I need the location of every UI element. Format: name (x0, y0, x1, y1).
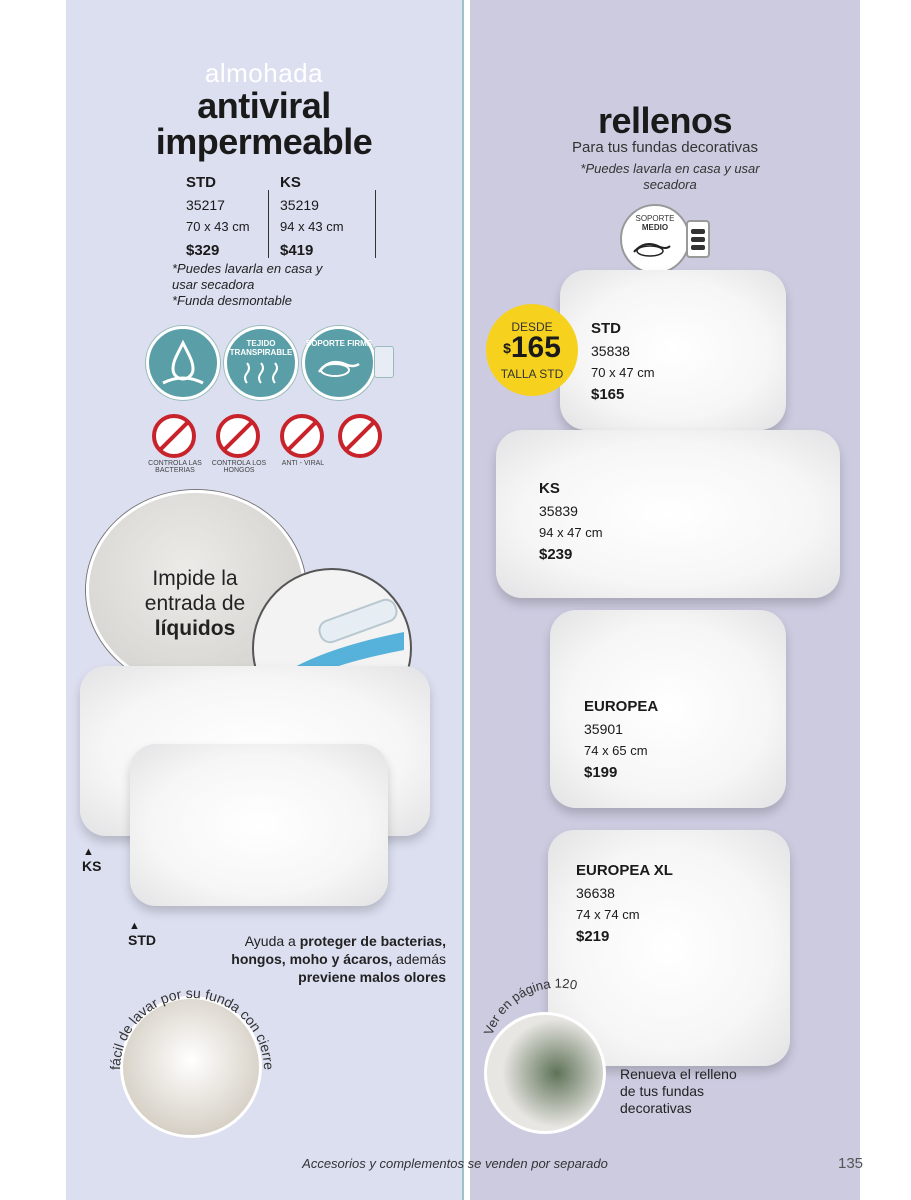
footer-disclaimer: Accesorios y complementos se venden por separado (302, 1156, 608, 1171)
pillow-ks-label: ▲ KS (82, 846, 102, 874)
svg-text:Ver en página 120: Ver en página 120 (480, 975, 579, 1038)
soporte-caption: SOPORTE (635, 214, 675, 223)
ver-pagina-arc (474, 972, 634, 1132)
help-bold: previene malos olores (298, 969, 446, 985)
relleno-europea-spec (584, 696, 658, 784)
relleno-ks-spec (539, 478, 603, 566)
liquid-line: líquidos (154, 617, 236, 640)
icon-caption: TEJIDO TRANSPIRABLE (229, 339, 293, 357)
size-dims: 70 x 43 cm (186, 219, 250, 234)
product-title-line2: impermeable (155, 121, 373, 162)
help-mid: además (392, 951, 446, 967)
liquid-line: entrada de (144, 592, 246, 615)
size-price: $419 (280, 242, 314, 259)
product-label: STD (591, 320, 621, 337)
fungus-icon (216, 414, 260, 458)
product-dims: 94 x 47 cm (539, 525, 603, 540)
ks-text: KS (82, 858, 102, 874)
help-prefix: Ayuda a (244, 933, 300, 949)
product-dims: 74 x 65 cm (584, 743, 648, 758)
relleno-std-spec (591, 318, 655, 406)
product-code: 35839 (539, 503, 578, 519)
std-text: STD (128, 932, 156, 948)
ban-caption: CONTROLA LOS HONGOS (211, 460, 267, 474)
product-price: $239 (539, 546, 573, 563)
page-number: 135 (838, 1155, 864, 1172)
soporte-caption: MEDIO (641, 223, 669, 232)
right-title: rellenos (597, 100, 733, 141)
column-divider (462, 0, 470, 1200)
product-kicker: almohada (204, 58, 324, 88)
product-code: 36638 (576, 885, 615, 901)
bacteria-icon (152, 414, 196, 458)
virus-icon (280, 414, 324, 458)
waterproof-drop-icon (146, 326, 220, 400)
size-code: 35219 (280, 197, 319, 213)
product-price: $219 (576, 928, 610, 945)
size-dims: 94 x 43 cm (280, 219, 344, 234)
firmness-scale-icon (374, 346, 394, 378)
right-subtitle: Para tus fundas decorativas (572, 139, 758, 156)
product-title-line1: antiviral (197, 85, 331, 126)
right-note-line: *Puedes lavarla en casa y usar (580, 161, 760, 176)
product-dims: 70 x 47 cm (591, 365, 655, 380)
zip-caption-arc (90, 960, 290, 1160)
badge-top: DESDE (511, 320, 553, 334)
product-dims: 74 x 74 cm (576, 907, 640, 922)
renueva-line: Renueva el relleno (620, 1066, 737, 1082)
renueva-line: decorativas (620, 1100, 692, 1116)
help-bold: proteger de bacterias, (299, 933, 446, 949)
size-price: $329 (186, 242, 220, 259)
price-badge (486, 304, 578, 396)
size-code: 35217 (186, 197, 225, 213)
size-ks (280, 172, 370, 262)
renueva-line: de tus fundas (620, 1083, 705, 1099)
product-price: $165 (591, 386, 625, 403)
relleno-europea-xl-spec (576, 860, 673, 948)
badge-amount: 165 (510, 331, 561, 364)
care-note: *Puedes lavarla en casa y (172, 261, 323, 276)
right-note-line: secadora (643, 177, 697, 192)
badge-bottom: TALLA STD (500, 367, 564, 381)
svg-text:fácil de lavar por su funda co: fácil de lavar por su funda con cierre (106, 984, 278, 1071)
breathable-fabric-icon (224, 326, 298, 400)
pillow-std-image (130, 744, 388, 906)
liquid-caption (120, 566, 270, 641)
firm-support-icon (302, 326, 376, 400)
product-label: KS (539, 480, 560, 497)
product-price: $199 (584, 764, 618, 781)
size-label: KS (280, 174, 301, 191)
badge-currency: $ (503, 340, 511, 356)
renueva-text (620, 1066, 737, 1117)
mite-icon (338, 414, 382, 458)
size-label: STD (186, 174, 216, 191)
product-label: EUROPEA XL (576, 862, 673, 879)
medium-support-icon (620, 204, 690, 274)
icon-caption: SOPORTE FIRME (305, 339, 373, 348)
care-notes (172, 261, 402, 309)
ban-caption: CONTROLA LAS BACTERIAS (148, 460, 202, 474)
size-std (186, 172, 266, 262)
product-code: 35838 (591, 343, 630, 359)
right-note (560, 161, 780, 193)
care-note: *Funda desmontable (172, 293, 292, 308)
product-label: EUROPEA (584, 698, 659, 715)
liquid-line: Impide la (152, 567, 238, 590)
size-divider (268, 190, 269, 258)
care-note: usar secadora (172, 277, 255, 292)
support-scale-icon (686, 220, 710, 258)
ban-caption: ANTI - VIRAL (281, 460, 325, 467)
size-divider (375, 190, 376, 258)
product-code: 35901 (584, 721, 623, 737)
help-bold: hongos, moho y ácaros, (231, 951, 393, 967)
pillow-std-label: ▲ STD (128, 920, 156, 948)
